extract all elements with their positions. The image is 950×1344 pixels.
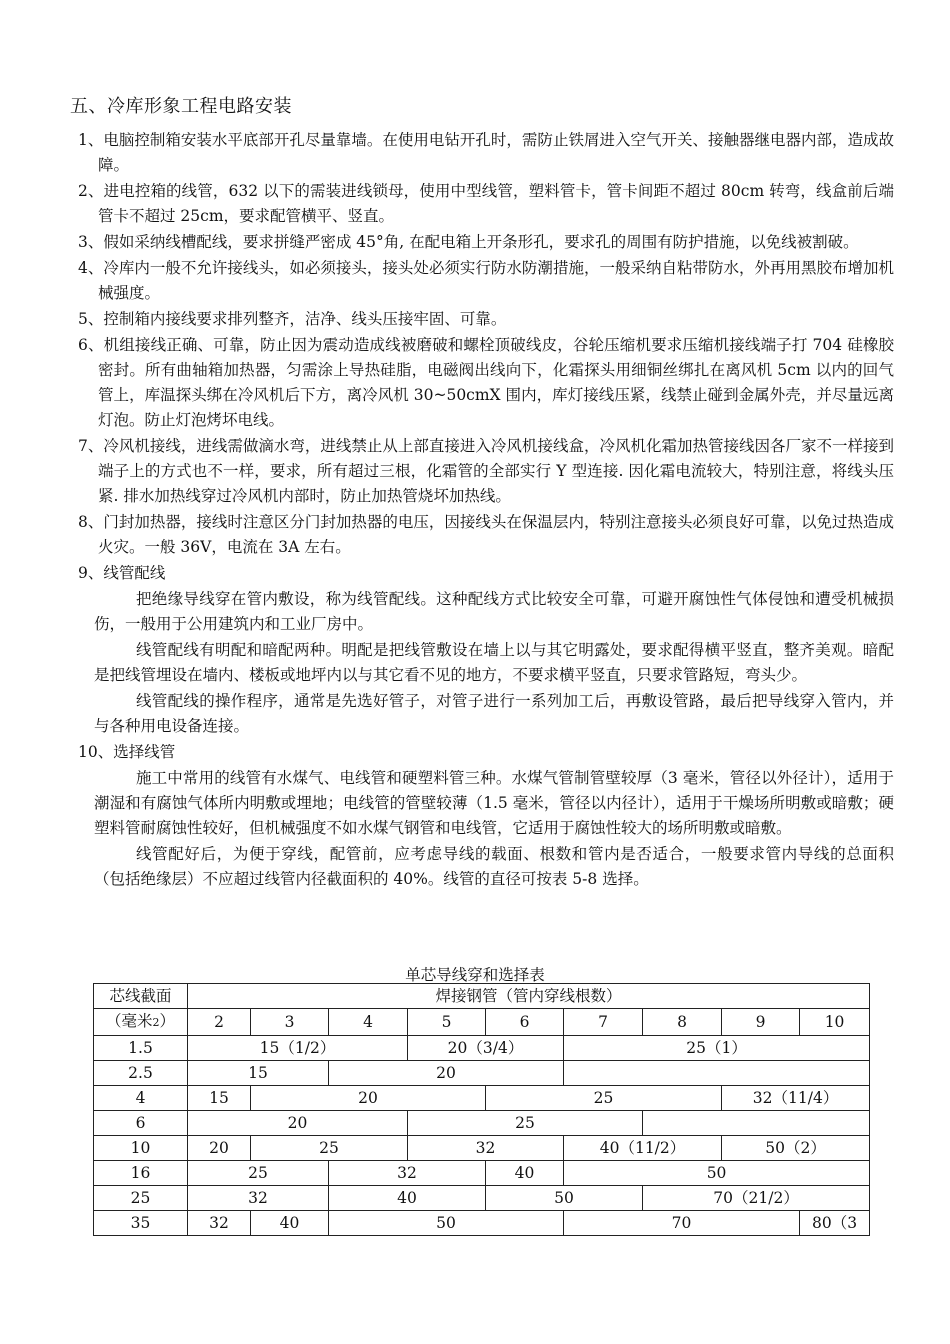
- header-wire-size-line1: 芯线截面: [109, 987, 172, 1005]
- pipe-size-cell: 40（11/2）: [564, 1136, 722, 1161]
- item-10-paragraph: 施工中常用的线管有水煤气、电线管和硬塑料管三种。水煤气管制管壁较厚（3 毫米，管径以外径计），适用于潮湿和有腐蚀气体所内明敷或埋地；电线管的管壁较薄（1.5 毫米，管径以内径计），适用于干燥场所明敷或暗敷；硬塑料管耐腐蚀性较好，但机械强度不如水煤气钢管和电线管，它适用于腐蚀性较大的场所明敷或暗敷。: [94, 769, 894, 837]
- count-cell: 7: [564, 1009, 643, 1036]
- count-cell: 3: [251, 1009, 329, 1036]
- pipe-size-cell: [564, 1061, 870, 1086]
- list-item: 4、冷库内一般不允许接线头，如必须接头，接头处必须实行防水防潮措施，一般采纳自粘带防水，外再用黑胶布增加机械强度。: [78, 259, 894, 302]
- item-9-paragraph: 线管配线的操作程序，通常是先选好管子，对管子进行一系列加工后，再敷设管路，最后把导线穿入管内，并与各种用电设备连接。: [94, 692, 894, 735]
- unit-exponent: 2: [152, 1016, 160, 1029]
- pipe-size-cell: 50: [564, 1161, 870, 1186]
- pipe-size-cell: 20: [188, 1111, 408, 1136]
- pipe-size-cell: 50（2）: [722, 1136, 870, 1161]
- pipe-size-cell: 50: [486, 1186, 643, 1211]
- table-row: [94, 1111, 870, 1136]
- unit-close: ）: [159, 1012, 176, 1030]
- item-9-paragraph: 线管配线有明配和暗配两种。明配是把线管敷设在墙上以与其它明露处，要求配得横平竖直，整齐美观。暗配是把线管埋设在墙内、楼板或地坪内以与其它看不见的地方，不要求横平竖直，只要求管路短，弯头少。: [94, 641, 894, 684]
- pipe-size-cell: 25: [188, 1161, 329, 1186]
- wire-size-cell: 35: [94, 1211, 188, 1236]
- pipe-size-cell: 32: [329, 1161, 486, 1186]
- count-cell: 5: [408, 1009, 486, 1036]
- count-cell: 10: [800, 1009, 870, 1036]
- item-10-heading: 10、选择线管: [78, 743, 176, 761]
- table-body: [94, 984, 870, 1236]
- pipe-size-cell: 50: [329, 1211, 564, 1236]
- item-10-paragraph: 线管配好后，为便于穿线，配管前，应考虑导线的载面、根数和管内是否适合，一般要求管内导线的总面积（包括绝缘层）不应超过线管内径截面积的 40%。线管的直径可按表 5-8 选择。: [94, 845, 894, 888]
- pipe-size-cell: 32: [408, 1136, 564, 1161]
- wire-size-cell: 2.5: [94, 1061, 188, 1086]
- item-9-heading: 9、线管配线: [78, 564, 166, 582]
- pipe-size-cell: 20: [251, 1086, 486, 1111]
- list-item: 5、控制箱内接线要求排列整齐，洁净、线头压接牢固、可靠。: [78, 310, 507, 328]
- list-item: 3、假如采纳线槽配线，要求拼缝严密成 45°角, 在配电箱上开条形孔，要求孔的周围有防护措施，以免线被割破。: [78, 233, 859, 251]
- pipe-size-cell: 15: [188, 1061, 329, 1086]
- pipe-size-cell: 20: [329, 1061, 564, 1086]
- pipe-size-cell: 15: [188, 1086, 251, 1111]
- pipe-size-cell: 20: [188, 1136, 251, 1161]
- pipe-size-cell: 25: [486, 1086, 722, 1111]
- table-row: [94, 1186, 870, 1211]
- wire-size-cell: 25: [94, 1186, 188, 1211]
- header-wire-size-unit: [94, 1009, 188, 1036]
- table-header-row: [94, 984, 870, 1009]
- pipe-size-cell: 32: [188, 1211, 251, 1236]
- item-9-paragraph: 把绝缘导线穿在管内敷设，称为线管配线。这种配线方式比较安全可靠，可避开腐蚀性气体侵蚀和遭受机械损伤，一般用于公用建筑内和工业厂房中。: [94, 590, 894, 633]
- pipe-size-cell: 25: [251, 1136, 408, 1161]
- pipe-size-cell: 80（3: [800, 1211, 870, 1236]
- table-row: [94, 1086, 870, 1111]
- list-item: 6、机组接线正确、可靠，防止因为震动造成线被磨破和螺栓顶破线皮，谷轮压缩机要求压缩机接线端子打 704 硅橡胶密封。所有曲轴箱加热器，匀需涂上导热硅脂，电磁阀出线向下，化霜探头用细铜丝绑扎在离风机 5cm 以内的回气管上，库温探头绑在冷风机后下方，离冷风机 30~50cmX 围内，库灯接线压紧，线禁止碰到金属外壳，并尽量远离灯泡。防止灯泡烤坏电线。: [78, 336, 894, 429]
- count-cell: 4: [329, 1009, 408, 1036]
- table-row: [94, 1061, 870, 1086]
- table-row: [94, 1036, 870, 1061]
- list-item: 1、电脑控制箱安装水平底部开孔尽量靠墙。在使用电钻开孔时，需防止铁屑进入空气开关、接触器继电器内部，造成故障。: [78, 131, 894, 174]
- pipe-size-cell: [643, 1111, 870, 1136]
- wire-size-cell: 1.5: [94, 1036, 188, 1061]
- table-count-row: [94, 1009, 870, 1036]
- pipe-size-cell: 32: [188, 1186, 329, 1211]
- count-cell: 2: [188, 1009, 251, 1036]
- unit-text: （毫米: [105, 1012, 153, 1030]
- table-row: [94, 1161, 870, 1186]
- list-item: 8、门封加热器，接线时注意区分门封加热器的电压，因接线头在保温层内，特别注意接头必须良好可靠，以免过热造成火灾。一般 36V，电流在 3A 左右。: [78, 513, 894, 556]
- section-title: 五、冷库形象工程电路安装: [70, 96, 292, 117]
- table-row: [94, 1136, 870, 1161]
- list-item: 2、进电控箱的线管，632 以下的需装进线锁母，使用中型线管，塑料管卡，管卡间距不超过 80cm 转弯，线盒前后端管卡不超过 25cm，要求配管横平、竖直。: [78, 182, 894, 225]
- pipe-size-cell: 70（21/2）: [643, 1186, 870, 1211]
- content-body: [78, 128, 894, 893]
- pipe-size-cell: 20（3/4）: [408, 1036, 564, 1061]
- count-cell: 8: [643, 1009, 722, 1036]
- conduit-selection-table: [93, 983, 870, 1236]
- pipe-size-cell: 25: [408, 1111, 643, 1136]
- header-wire-size: [94, 984, 188, 1009]
- wire-size-cell: 10: [94, 1136, 188, 1161]
- pipe-size-cell: 40: [486, 1161, 564, 1186]
- pipe-size-cell: 32（11/4）: [722, 1086, 870, 1111]
- table-caption: 单芯导线穿和选择表: [405, 966, 545, 984]
- wire-size-cell: 6: [94, 1111, 188, 1136]
- wire-size-cell: 4: [94, 1086, 188, 1111]
- wire-size-cell: 16: [94, 1161, 188, 1186]
- pipe-size-cell: 40: [329, 1186, 486, 1211]
- table-row: [94, 1211, 870, 1236]
- count-cell: 6: [486, 1009, 564, 1036]
- list-item: 7、冷风机接线，进线需做滴水弯，进线禁止从上部直接进入冷风机接线盒，冷风机化霜加热管接线因各厂家不一样接到端子上的方式也不一样，要求，所有超过三根，化霜管的全部实行 Y 型连接. 因化霜电流较大，特别注意，将线头压紧. 排水加热线穿过冷风机内部时，防止加热管烧坏加热线。: [78, 437, 894, 505]
- pipe-size-cell: 40: [251, 1211, 329, 1236]
- pipe-size-cell: 15（1/2）: [188, 1036, 408, 1061]
- header-group: 焊接钢管（管内穿线根数）: [188, 984, 870, 1009]
- pipe-size-cell: 25（1）: [564, 1036, 870, 1061]
- count-cell: 9: [722, 1009, 800, 1036]
- pipe-size-cell: 70: [564, 1211, 800, 1236]
